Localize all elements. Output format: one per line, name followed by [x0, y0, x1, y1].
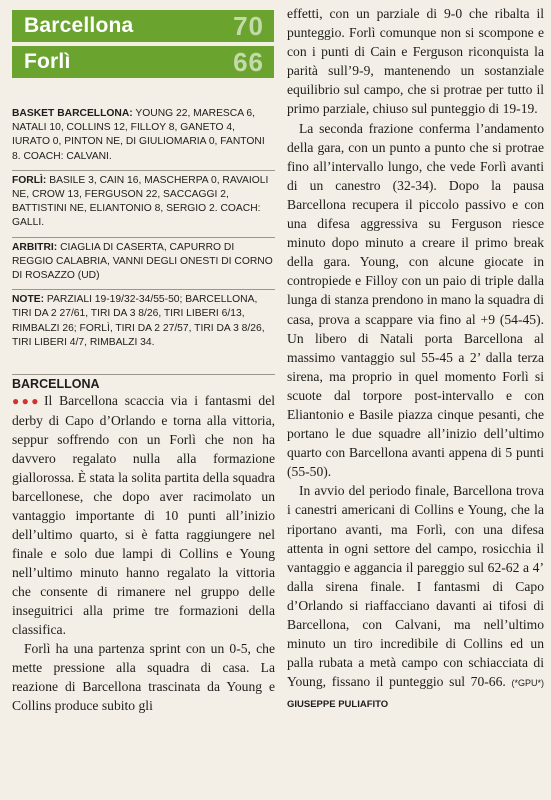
box-score: [12, 104, 275, 356]
away-team-score: 66: [233, 46, 264, 77]
stats-note: [12, 290, 275, 356]
paragraph-text: Il Barcellona scaccia via i fantasmi del derby di Capo d’Orlando e torna alla vittoria, seppur soffrendo con un Forlì che non ha davvero regalato nulla alla formazione giallorossa. È stata la solita partita della squadra barcellonese, che dopo aver racimolato un vantaggio importante di 10 punti all’inizio dell’ultimo quarto, si è fatta raggiungere nel finale e solo due lampi di Collins e Young nell’ultimo minuto hanno regalato la vittoria che consente di rimanere nel gruppo delle inseguitrici alla prime tre formazioni della classifica.: [12, 393, 275, 638]
stats-label: ARBITRI:: [12, 241, 58, 253]
stats-arbitri: [12, 238, 275, 291]
home-team-score: 70: [233, 10, 264, 41]
home-team-name: Barcellona: [24, 14, 134, 37]
scoreboard: [12, 10, 274, 78]
stats-text: CIAGLIA DI CASERTA, CAPURRO DI REGGIO CALABRIA, VANNI DEGLI ONESTI DI CORNO DI ROSAZZO (UD): [12, 241, 273, 282]
author-name: GIUSEPPE PULIAFITO: [287, 699, 389, 711]
lead-dots-icon: ●●●: [12, 394, 41, 409]
article-body-right: [287, 4, 544, 714]
stats-label: BASKET BARCELLONA:: [12, 108, 133, 119]
score-row-away: [12, 46, 274, 78]
article-paragraph: effetti, con un parziale di 9-0 che ribalta il punteggio. Forlì comunque non si scompone e con i punti di Cain e Ferguson riconquista la parità sull’9-9, mantenendo un sostanziale equilibrio sul campo, che si protrae per tutto il primo parziale, chiuso sul punteggio di 19-19.: [287, 6, 544, 117]
paragraph-text: In avvio del periodo finale, Barcellona trova i canestri americani di Collins e Young, che la riportano avanti, ma Forlì, con una difesa attenta in ogni settore del campo, rosicchia il vantaggio e aggancia il pareggio sul 62-62 a 4’ dalla sirena finale. I fantasmi di Capo d’Orlando si riaffacciano davanti ai tifosi di Barcellona, con Calvani, ma nell’ultimo minuto un tiro incredibile di Collins ed un palla rubata a metà campo con schiacciata di Young, fissano il punteggio sul 70-66.: [287, 483, 544, 690]
article-paragraph: [287, 481, 544, 714]
stats-text: YOUNG 22, MARESCA 6, NATALI 10, COLLINS 12, FILLOY 8, GANETO 4, IURATO 0, PINTON NE, DI GIULIOMARIA 0, FANTONI 8. COACH: CALVANI.: [12, 108, 265, 162]
stats-barcellona: [12, 104, 275, 171]
away-team-name: Forlì: [24, 50, 71, 73]
article-paragraph: [12, 391, 275, 639]
stats-text: BASILE 3, CAIN 16, MASCHERPA 0, RAVAIOLI NE, CROW 13, FERGUSON 22, SACCAGGI 2, BATTISTINI NE, ELIANTONIO 8, SERGIO 2. COACH: GALLI.: [12, 174, 269, 229]
score-row-home: [12, 10, 274, 42]
left-column: [12, 10, 275, 715]
article-paragraph: Forlì ha una partenza sprint con un 0-5, che mette pressione alla squadra di casa. La reazione di Barcellona trascinata da Young e Collins produce subito gli: [12, 641, 275, 714]
article-body-left: [12, 391, 275, 715]
stats-forli: [12, 171, 275, 238]
stats-label: FORLÌ:: [12, 174, 47, 186]
stats-text: PARZIALI 19-19/32-34/55-50; BARCELLONA, TIRI DA 2 27/61, TIRI DA 3 8/26, TIRI LIBERI 6/13, RIMBALZI 26; FORLÌ, TIRI DA 2 27/57, TIRI DA 3 8/26, TIRI LIBERI 4/7, RIMBALZI 34.: [12, 294, 265, 348]
stats-label: NOTE:: [12, 294, 45, 306]
right-column: [287, 4, 544, 714]
credit: (*GPU*): [511, 678, 544, 689]
section-tag: BARCELLONA: [12, 374, 275, 391]
article-paragraph: La seconda frazione conferma l’andamento della gara, con un punto a punto che si protrae fino all’intervallo lungo, che vede Forlì avanti di un canestro (32-34). Dopo la pausa Barcellona recupera il piccolo passivo e con una difesa aggressiva su Ferguson riesce minuto dopo minuto a creare il primo break della gara. Young, con alcune giocate in contropiede e Filloy con un paio di triple dalla lunga di stanza prendono in mano la squadra di casa, prova a scappare via fino al +9 (54-45). Un libero di Natali porta Barcellona al massimo vantaggio sul 55-45 a 2’ dalla terza sirena, ma proprio in quel momento Forlì si scuote dal torpore post-intervallo e con Eliantonio e Basile piazza cinque pesanti, che portano le due squadre all’inizio dell’ultimo quarto con Barcellona avanti appena di 5 punti (55-50).: [287, 120, 544, 480]
